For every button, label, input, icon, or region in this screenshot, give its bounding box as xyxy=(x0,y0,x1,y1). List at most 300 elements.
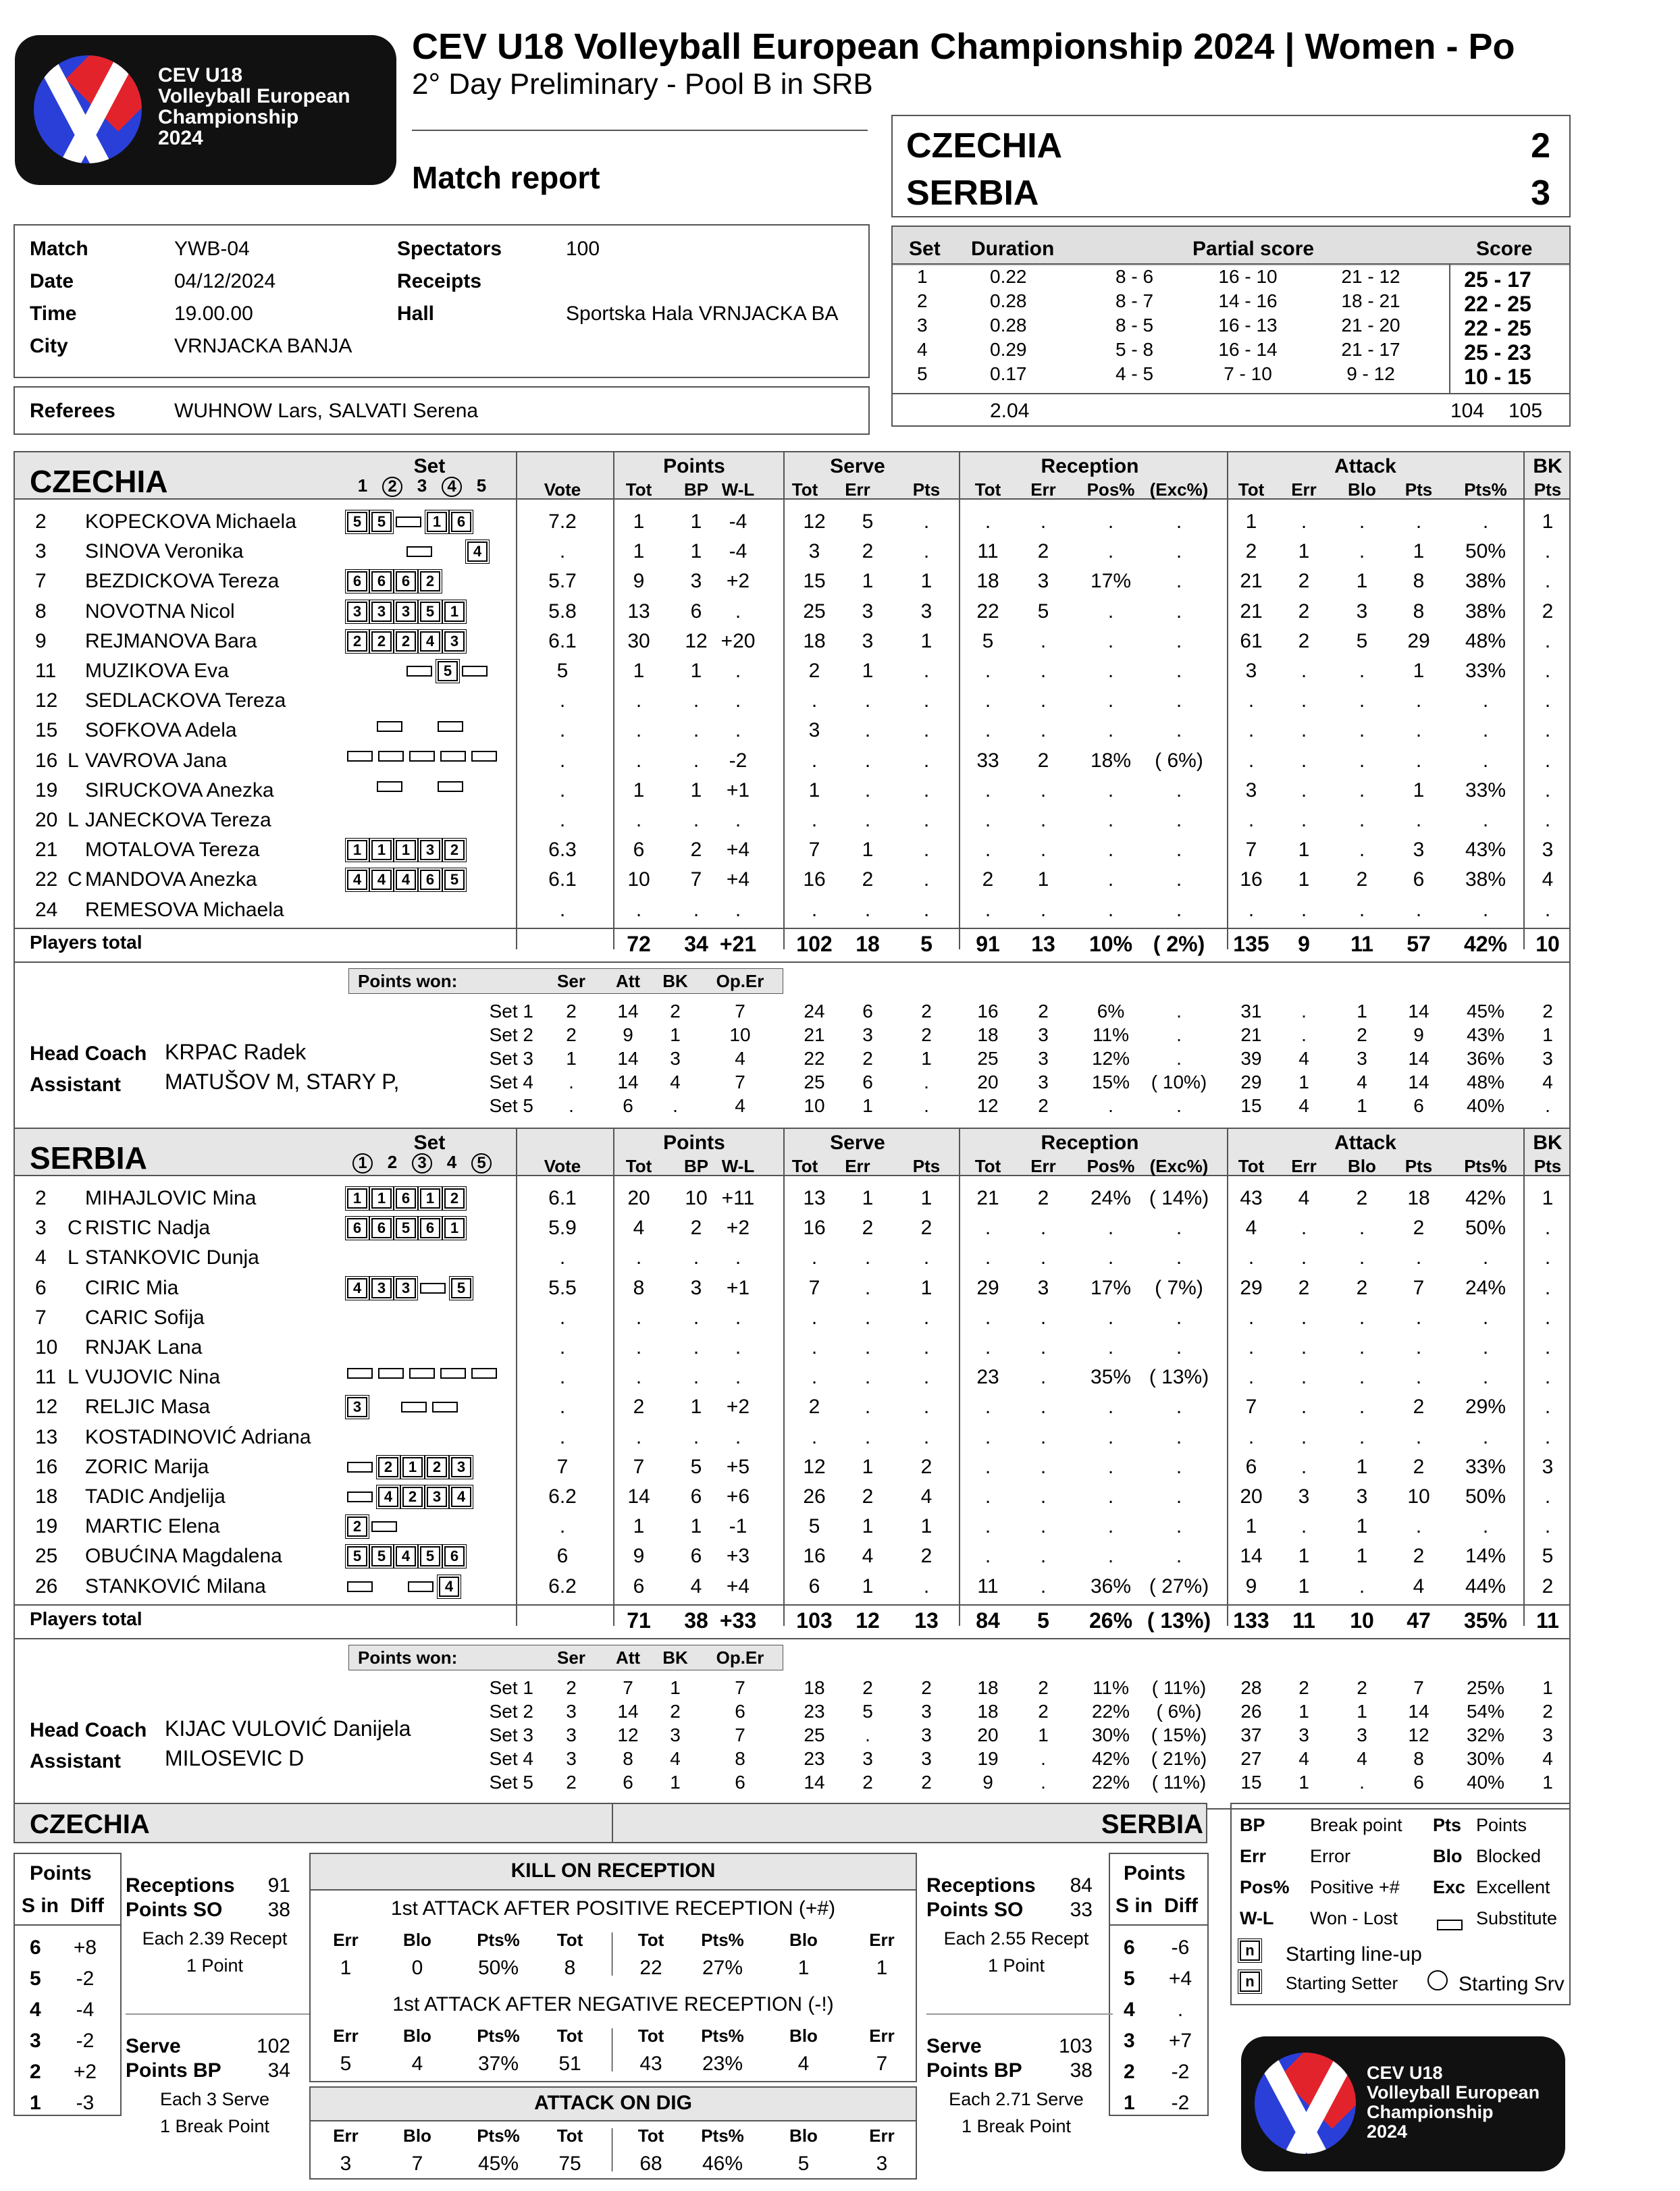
stat-spts: . xyxy=(923,809,930,831)
col-header-exc: (Exc%) xyxy=(1149,479,1209,500)
stat-spts: 1 xyxy=(920,629,933,652)
sr-att: 14 xyxy=(617,1072,639,1092)
serve-value: 102 xyxy=(256,2035,290,2057)
lineup-position: 5 xyxy=(371,512,392,532)
kill-h: Blo xyxy=(789,2026,818,2046)
stat-rtot: 21 xyxy=(976,1187,999,1209)
stat-rtot: . xyxy=(985,809,991,831)
sr-rexc: . xyxy=(1176,1024,1182,1045)
stat-rtot: . xyxy=(985,1217,991,1240)
stat-wl: -4 xyxy=(729,510,747,533)
player-number: 3 xyxy=(35,540,47,563)
total-spts: 5 xyxy=(920,932,933,956)
stat-apts: . xyxy=(1415,809,1422,831)
stat-apct: 33% xyxy=(1465,1455,1506,1478)
stat-atot: . xyxy=(1248,689,1255,712)
stat-ablo: . xyxy=(1359,898,1365,921)
stat-bk: 1 xyxy=(1542,1187,1554,1209)
sr-oper: 8 xyxy=(735,1748,745,1769)
stat-ablo: . xyxy=(1359,778,1365,801)
player-number: 7 xyxy=(35,570,47,593)
sr-rerr: 2 xyxy=(1038,1001,1049,1022)
stat-atot: . xyxy=(1248,1336,1255,1358)
stat-bp: . xyxy=(693,1306,700,1329)
stat-bp: 1 xyxy=(690,660,702,682)
sr-bkp: . xyxy=(1545,1095,1550,1116)
sr-atot: 39 xyxy=(1240,1048,1262,1069)
stat-ablo: 2 xyxy=(1356,1276,1368,1299)
stat-wl: -4 xyxy=(729,540,747,563)
col-header-ptsp: Pts% xyxy=(1464,1156,1507,1176)
col-header-err: Err xyxy=(845,1156,870,1176)
sr-apct: 40% xyxy=(1466,1772,1505,1793)
stat-stot: 2 xyxy=(808,1396,820,1419)
stat-serr: 1 xyxy=(862,1455,874,1478)
sr-spts: 3 xyxy=(921,1724,932,1745)
stat-bk: 2 xyxy=(1542,1575,1554,1598)
kill-v: 68 xyxy=(639,2153,662,2175)
stat-vote: 6.1 xyxy=(548,629,577,652)
rot-num: 3 xyxy=(30,2030,41,2052)
stat-rexc: . xyxy=(1176,629,1182,652)
stat-atot: 29 xyxy=(1240,1276,1263,1299)
lineup-position: 1 xyxy=(371,840,392,860)
col-header-tot: Tot xyxy=(791,1156,818,1176)
legend-desc2: Excellent xyxy=(1476,1877,1550,1897)
player-role: L xyxy=(68,809,79,831)
legend-abbr: BP xyxy=(1240,1815,1265,1835)
stat-rexc: . xyxy=(1176,1396,1182,1419)
stat-bp: 12 xyxy=(685,629,708,652)
sr-apts: 14 xyxy=(1408,1001,1429,1022)
sr-aerr: 1 xyxy=(1298,1072,1309,1092)
stat-spts: 2 xyxy=(920,1217,933,1240)
stat-ptot: 9 xyxy=(633,1545,645,1568)
set-row-label: Set 2 xyxy=(489,1024,533,1045)
player-name: NOVOTNA Nicol xyxy=(85,600,235,623)
team-name: CZECHIA xyxy=(30,464,168,499)
stat-serr: 2 xyxy=(862,540,874,563)
serve-label: Serve xyxy=(926,2035,982,2057)
stat-apts: . xyxy=(1415,1515,1422,1538)
kill-v: 1 xyxy=(797,1957,810,1979)
sr-stot: 23 xyxy=(804,1701,825,1722)
team-b-name: SERBIA xyxy=(906,174,1039,213)
lineup-position: 5 xyxy=(347,1546,367,1566)
stat-serr: . xyxy=(864,1366,871,1389)
total-rexc: ( 2%) xyxy=(1153,932,1205,956)
stat-ptot: . xyxy=(635,898,642,921)
stat-rerr: 3 xyxy=(1037,570,1049,593)
lineup-position: 2 xyxy=(427,1457,447,1477)
sets-h-partial: Partial score xyxy=(1192,238,1315,260)
stat-atot: 2 xyxy=(1245,540,1257,563)
player-name: STANKOVIC Dunja xyxy=(85,1246,259,1269)
stat-rpos: 24% xyxy=(1090,1187,1132,1209)
sr-ser: 3 xyxy=(566,1748,577,1769)
stat-rtot: . xyxy=(985,1396,991,1419)
stat-bk: 3 xyxy=(1542,1455,1554,1478)
stat-atot: 14 xyxy=(1240,1545,1263,1568)
kill-h: Err xyxy=(333,2026,359,2046)
kill-v: 7 xyxy=(876,2053,888,2075)
stat-vote: 5.8 xyxy=(548,600,577,623)
col-header-pts: Pts xyxy=(1405,479,1433,500)
sr-rtot: 18 xyxy=(977,1677,999,1698)
stat-ptot: . xyxy=(635,1336,642,1358)
kill-v: 5 xyxy=(340,2053,352,2075)
lineup-position: 2 xyxy=(444,1188,465,1209)
kill-v: 0 xyxy=(411,1957,423,1979)
player-number: 24 xyxy=(35,898,58,921)
rec-label: Receptions xyxy=(926,1874,1036,1897)
total-wl: +21 xyxy=(719,932,757,956)
player-number: 26 xyxy=(35,1575,58,1598)
stat-serr: 1 xyxy=(862,1515,874,1538)
col-header-tot: Tot xyxy=(791,479,818,500)
sr-spts: 3 xyxy=(921,1701,932,1722)
stat-spts: 1 xyxy=(920,1276,933,1299)
set-duration: 0.22 xyxy=(990,266,1027,287)
stat-apts: 2 xyxy=(1413,1396,1425,1419)
stat-bp: 6 xyxy=(690,600,702,623)
set-score: 22 - 25 xyxy=(1464,292,1531,316)
kill-h: Tot xyxy=(556,2126,583,2146)
stat-bp: 1 xyxy=(690,778,702,801)
stat-serr: 5 xyxy=(862,510,874,533)
stat-wl: +2 xyxy=(726,570,750,593)
stat-apct: . xyxy=(1482,1336,1489,1358)
lineup-position: 5 xyxy=(420,602,440,622)
sr-bkp: 4 xyxy=(1542,1072,1553,1092)
stat-atot: . xyxy=(1248,1366,1255,1389)
sr-rerr: 1 xyxy=(1038,1724,1049,1745)
player-name: MOTALOVA Tereza xyxy=(85,839,260,862)
stat-aerr: 1 xyxy=(1298,868,1310,891)
stat-aerr: 2 xyxy=(1298,600,1310,623)
set-duration: 0.17 xyxy=(990,363,1027,384)
sr-stot: 14 xyxy=(804,1772,825,1793)
set-num: 1 xyxy=(917,266,928,287)
sr-atot: 31 xyxy=(1240,1001,1262,1022)
sr-apct: 40% xyxy=(1466,1095,1505,1116)
sr-spts: . xyxy=(924,1072,929,1092)
stat-vote: . xyxy=(559,1246,566,1269)
total-rexc: ( 13%) xyxy=(1147,1608,1211,1633)
stat-vote: . xyxy=(559,1515,566,1538)
stat-vote: 5.9 xyxy=(548,1217,577,1240)
kill-h: Blo xyxy=(789,2126,818,2146)
stat-ablo: 5 xyxy=(1356,629,1368,652)
player-name: BEZDICKOVA Tereza xyxy=(85,570,280,593)
sr-rtot: 19 xyxy=(977,1748,999,1769)
stat-rtot: . xyxy=(985,1306,991,1329)
stat-apts: . xyxy=(1415,1246,1422,1269)
sr-serr: 3 xyxy=(862,1024,873,1045)
stat-wl: . xyxy=(735,1306,741,1329)
total-rpos: 26% xyxy=(1088,1608,1133,1633)
player-name: TADIC Andjelija xyxy=(85,1485,226,1508)
set-partial-1: 8 - 7 xyxy=(1115,290,1154,311)
sets-total-a: 104 xyxy=(1450,400,1485,422)
sr-bkp: 1 xyxy=(1542,1677,1553,1698)
player-row xyxy=(0,719,1680,749)
set-partial-3: 21 - 17 xyxy=(1341,339,1400,360)
page-title: CEV U18 Volleyball European Championship 2024 | Women - Po xyxy=(412,26,1515,67)
player-number: 15 xyxy=(35,719,58,742)
player-name: CIRIC Mia xyxy=(85,1276,179,1299)
stat-stot: 18 xyxy=(803,629,826,652)
stat-stot: 3 xyxy=(808,719,820,742)
h-attack: Attack xyxy=(1334,1132,1396,1154)
rot-right-sin: S in xyxy=(1115,1895,1153,1917)
stat-wl: -1 xyxy=(729,1515,747,1538)
col-header-vote: Vote xyxy=(544,479,581,500)
player-row xyxy=(0,1485,1680,1515)
sr-rpos: 12% xyxy=(1091,1048,1130,1069)
stat-rpos: . xyxy=(1107,1515,1114,1538)
set-row-label: Set 4 xyxy=(489,1072,533,1092)
col-header-pts: Pts xyxy=(912,1156,941,1176)
lineup-position: 4 xyxy=(378,1487,398,1507)
col-header-err: Err xyxy=(1291,1156,1317,1176)
stat-rexc: . xyxy=(1176,1485,1182,1508)
sr-serr: 3 xyxy=(862,1748,873,1769)
stat-stot: . xyxy=(811,1246,818,1269)
rot-num: 1 xyxy=(1124,2092,1135,2114)
substitute-icon xyxy=(378,751,404,762)
city-value: VRNJACKA BANJA xyxy=(174,335,352,357)
stat-rtot: . xyxy=(985,660,991,682)
total-stot: 102 xyxy=(796,932,833,956)
total-ptot: 71 xyxy=(627,1608,651,1633)
rot-num: 4 xyxy=(30,1999,41,2021)
flag-logo-icon-bottom xyxy=(1255,2053,1356,2154)
lineup-position: 6 xyxy=(444,1546,465,1566)
stat-apct: . xyxy=(1482,689,1489,712)
stat-bk: 1 xyxy=(1542,510,1554,533)
stat-apct: 42% xyxy=(1465,1187,1506,1209)
stat-serr: . xyxy=(864,1276,871,1299)
rot-diff: -2 xyxy=(1171,2092,1190,2114)
stat-stot: . xyxy=(811,1425,818,1448)
stat-aerr: . xyxy=(1301,898,1307,921)
stat-bp: 2 xyxy=(690,1217,702,1240)
kill-h: Pts% xyxy=(701,2126,744,2146)
stat-rexc: . xyxy=(1176,570,1182,593)
stat-rtot: . xyxy=(985,898,991,921)
stat-wl: . xyxy=(735,898,741,921)
sr-rerr: . xyxy=(1041,1772,1046,1793)
sr-bkp: 4 xyxy=(1542,1748,1553,1769)
stat-rexc: . xyxy=(1176,1306,1182,1329)
serve-each2: 1 Break Point xyxy=(961,2116,1072,2136)
rot-num: 2 xyxy=(1124,2061,1135,2083)
sr-serr: 6 xyxy=(862,1001,873,1022)
team-a-name: CZECHIA xyxy=(906,126,1063,165)
legend-desc: Positive +# xyxy=(1310,1877,1400,1897)
stat-aerr: . xyxy=(1301,510,1307,533)
stat-rpos: . xyxy=(1107,1246,1114,1269)
stat-rerr: . xyxy=(1040,1545,1047,1568)
kill-v: 3 xyxy=(340,2153,352,2175)
stat-apts: 6 xyxy=(1413,868,1425,891)
stat-rexc: . xyxy=(1176,1336,1182,1358)
sr-rerr: 2 xyxy=(1038,1701,1049,1722)
stat-bk: . xyxy=(1544,660,1551,682)
lineup-position: 4 xyxy=(396,870,416,890)
stat-rpos: . xyxy=(1107,839,1114,862)
sr-rtot: 12 xyxy=(977,1095,999,1116)
stat-ablo: . xyxy=(1359,660,1365,682)
pw-ser: Ser xyxy=(557,971,585,991)
time-label: Time xyxy=(30,302,77,325)
stat-rtot: . xyxy=(985,719,991,742)
total-bp: 38 xyxy=(684,1608,708,1633)
sr-oper: 7 xyxy=(735,1072,745,1092)
stat-spts: 1 xyxy=(920,1187,933,1209)
player-number: 4 xyxy=(35,1246,47,1269)
kill-v: 1 xyxy=(340,1957,352,1979)
substitute-icon xyxy=(440,751,466,762)
stat-rexc: . xyxy=(1176,660,1182,682)
player-sets xyxy=(347,1248,496,1260)
stat-stot: 12 xyxy=(803,1455,826,1478)
stat-rerr: . xyxy=(1040,689,1047,712)
lineup-position: 3 xyxy=(420,840,440,860)
player-number: 22 xyxy=(35,868,58,891)
sr-stot: 25 xyxy=(804,1724,825,1745)
stat-apts: 1 xyxy=(1413,660,1425,682)
kill-h: Pts% xyxy=(701,1930,744,1950)
bp-label: Points BP xyxy=(926,2059,1022,2082)
stat-stot: 1 xyxy=(808,778,820,801)
sr-ser: 2 xyxy=(566,1024,577,1045)
team-name: SERBIA xyxy=(30,1140,147,1176)
stat-spts: . xyxy=(923,868,930,891)
summary-team-a: CZECHIA xyxy=(30,1810,150,1839)
starting-srv-icon xyxy=(1427,1970,1448,1994)
player-row xyxy=(0,1396,1680,1425)
stat-rtot: 23 xyxy=(976,1366,999,1389)
stat-apct: 50% xyxy=(1465,1485,1506,1508)
player-name: MANDOVA Anezka xyxy=(85,868,257,891)
stat-serr: . xyxy=(864,809,871,831)
sr-bk: 4 xyxy=(670,1748,681,1769)
sr-ablo: 1 xyxy=(1357,1001,1367,1022)
stat-atot: . xyxy=(1248,749,1255,772)
total-serr: 12 xyxy=(856,1608,880,1633)
referees-value: WUHNOW Lars, SALVATI Serena xyxy=(174,400,479,422)
set-partial-3: 9 - 12 xyxy=(1346,363,1395,384)
stat-ablo: 1 xyxy=(1356,570,1368,593)
total-aerr: 9 xyxy=(1298,932,1310,956)
stat-atot: 16 xyxy=(1240,868,1263,891)
set-score: 10 - 15 xyxy=(1464,365,1531,389)
stat-rtot: . xyxy=(985,689,991,712)
stat-apct: 43% xyxy=(1465,839,1506,862)
sr-aerr: 4 xyxy=(1298,1048,1309,1069)
sr-oper: 7 xyxy=(735,1677,745,1698)
sr-rexc: ( 11%) xyxy=(1151,1677,1207,1698)
stat-ablo: . xyxy=(1359,1246,1365,1269)
sr-atot: 26 xyxy=(1240,1701,1262,1722)
stat-aerr: . xyxy=(1301,1217,1307,1240)
col-header-blo: Blo xyxy=(1348,479,1376,500)
stat-atot: 21 xyxy=(1240,600,1263,623)
col-header-wl: W-L xyxy=(721,479,755,500)
sr-ser: 1 xyxy=(566,1048,577,1069)
rot-diff: -2 xyxy=(1171,2061,1190,2083)
player-role: C xyxy=(68,868,82,891)
stat-atot: 20 xyxy=(1240,1485,1263,1508)
substitute-icon xyxy=(409,1368,435,1379)
col-header-tot: Tot xyxy=(974,479,1001,500)
stat-rtot: . xyxy=(985,839,991,862)
kill-h: Tot xyxy=(556,2026,583,2046)
lineup-position: 1 xyxy=(402,1457,423,1477)
stat-ablo: . xyxy=(1359,1336,1365,1358)
stat-bk: . xyxy=(1544,1366,1551,1389)
player-sets xyxy=(347,1516,492,1537)
stat-atot: 4 xyxy=(1245,1217,1257,1240)
lineup-position: 2 xyxy=(347,1516,367,1537)
player-name: SOFKOVA Adela xyxy=(85,719,237,742)
player-row xyxy=(0,1246,1680,1276)
sr-stot: 25 xyxy=(804,1072,825,1092)
stat-rerr: . xyxy=(1040,510,1047,533)
pw-bk: BK xyxy=(662,971,688,991)
lineup-position: 2 xyxy=(396,631,416,652)
stat-bk: . xyxy=(1544,570,1551,593)
rot-diff: +7 xyxy=(1168,2030,1192,2052)
stat-rerr: . xyxy=(1040,1306,1047,1329)
stat-rexc: ( 7%) xyxy=(1155,1276,1203,1299)
stat-vote: . xyxy=(559,1306,566,1329)
stat-bk: . xyxy=(1544,1485,1551,1508)
stat-rexc: . xyxy=(1176,1246,1182,1269)
stat-rexc: ( 14%) xyxy=(1149,1187,1209,1209)
sr-att: 6 xyxy=(623,1772,633,1793)
stat-apct: . xyxy=(1482,1246,1489,1269)
stat-ablo: . xyxy=(1359,689,1365,712)
stat-rpos: . xyxy=(1107,719,1114,742)
lineup-position: 4 xyxy=(347,870,367,890)
sr-rpos: 30% xyxy=(1091,1724,1130,1745)
sr-apct: 36% xyxy=(1466,1048,1505,1069)
stat-bk: . xyxy=(1544,1276,1551,1299)
col-header-err: Err xyxy=(1030,1156,1056,1176)
stat-serr: . xyxy=(864,1396,871,1419)
sr-rtot: 16 xyxy=(977,1001,999,1022)
col-header-tot: Tot xyxy=(625,1156,652,1176)
stat-vote: . xyxy=(559,1366,566,1389)
h-set: Set xyxy=(413,455,446,477)
stat-stot: . xyxy=(811,1366,818,1389)
set-partial-1: 8 - 5 xyxy=(1115,315,1154,336)
player-number: 25 xyxy=(35,1545,58,1568)
stat-ptot: 1 xyxy=(633,1515,645,1538)
substitute-legend-icon xyxy=(1437,1919,1468,1931)
lineup-position: 3 xyxy=(347,1397,367,1417)
stat-rexc: . xyxy=(1176,600,1182,623)
player-name: REJMANOVA Bara xyxy=(85,629,257,652)
player-row xyxy=(0,1187,1680,1217)
stat-wl: . xyxy=(735,689,741,712)
substitute-icon xyxy=(471,1368,497,1379)
stat-aerr: . xyxy=(1301,1306,1307,1329)
stat-aerr: 3 xyxy=(1298,1485,1310,1508)
